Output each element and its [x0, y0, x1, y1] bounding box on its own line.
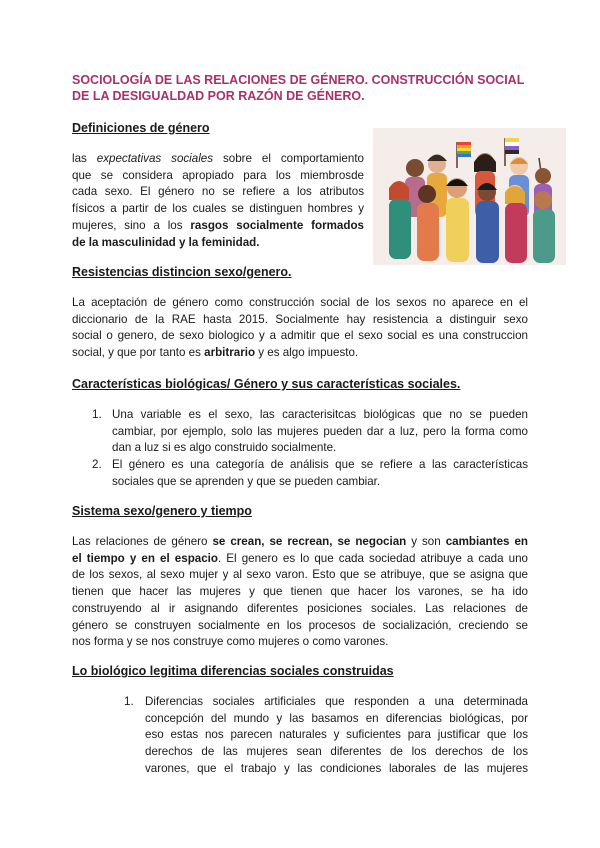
- list-number: 2.: [92, 458, 102, 471]
- list-item: [92, 407, 528, 457]
- text-line: cada sexo. El género no se refiere a los atributos: [72, 185, 364, 199]
- heading-sistema: Sistema sexo/genero y tiempo: [72, 504, 252, 518]
- title-line: DE LA DESIGUALDAD POR RAZÓN DE GÉNERO.: [72, 89, 365, 103]
- document-title: [72, 72, 532, 104]
- text-line: varones, que el trabajo y las condiciones laborales de las mujeres: [145, 761, 528, 775]
- title-line: SOCIOLOGÍA DE LAS RELACIONES DE GÉNERO. CONSTRUCCIÓN SOCIAL: [72, 73, 525, 87]
- heading-biologico: Lo biológico legitima diferencias sociales construidas: [72, 664, 394, 678]
- text-line: construyendo al ir asignando diferentes posiciones sociales. Las relaciones de: [72, 601, 528, 615]
- text-line: tienen que hacer las mujeres y que tienen que hacer los varones, se ha ido: [72, 585, 528, 599]
- text-line: de la masculinidad y la feminidad.: [72, 235, 260, 249]
- text-line: Diferencias sociales artificiales que responden a una determinada: [145, 695, 528, 708]
- paragraph-definiciones: [72, 151, 364, 251]
- text-line: derechos de las mujeres sean diferentes de los derechos de los: [145, 745, 528, 759]
- text-line: social, y que por tanto es arbitrario y es algo impuesto.: [72, 346, 359, 360]
- people-group-icon: [373, 128, 566, 265]
- heading-definiciones: Definiciones de género: [72, 121, 210, 135]
- text-line: cambiar, por ejemplo, solo las mujeres pueden dar a luz, pero la forma como: [112, 424, 528, 438]
- text-line: las expectativas sociales sobre el comportamiento: [72, 152, 364, 165]
- list-item: [124, 694, 528, 778]
- text-line: El género es una categoría de análisis que se refiere a las características: [112, 458, 528, 471]
- paragraph-resistencias: [72, 295, 528, 362]
- text-line: nos forma y se nos construye como mujeres o como varones.: [72, 635, 389, 649]
- text-line: Las relaciones de género se crean, se recrean, se negocian y son cambiantes en: [72, 535, 529, 548]
- diverse-people-illustration: [373, 128, 566, 265]
- text-line: dan a luz si es algo construido socialmente.: [112, 441, 337, 455]
- text-line: mujeres, sino a los rasgos socialmente formados: [72, 218, 364, 232]
- text-line: de los sexos, al sexo mujer y al sexo varon. Esto que se atribuye, que se asigna que: [72, 568, 528, 582]
- text-line: diccionario de la RAE hasta 2015. Socialmente hay resistencia a distinguir sexo: [72, 312, 528, 326]
- text-line: concepción del mundo y las basamos en diferencias biológicas, por: [145, 711, 528, 725]
- text-line: sociales que se aprenden y que se pueden cambiar.: [112, 474, 381, 488]
- list-number: 1.: [92, 408, 102, 421]
- text-line: que se considera apropiado para los miembrosde: [72, 168, 364, 182]
- text-line: social o genero, de sexo biologico y a admitir que el sexo social es una construccion: [72, 329, 528, 343]
- heading-resistencias: Resistencias distincion sexo/genero.: [72, 265, 292, 279]
- paragraph-sistema: [72, 534, 528, 651]
- heading-caracteristicas: Características biológicas/ Género y sus características sociales.: [72, 377, 461, 391]
- text-line: eso estas nos parecen naturales y suficientes para justificar que los: [145, 728, 528, 742]
- text-line: La aceptación de género como construcción social de los sexos no aparece en el: [72, 296, 528, 309]
- list-number: 1.: [124, 695, 134, 708]
- text-line: género se construyen socialmente en los procesos de socialización, creciendo se: [72, 618, 528, 632]
- text-line: físicos a partir de los cuales se distinguen hombres y: [72, 202, 364, 216]
- list-item: [92, 457, 528, 491]
- text-line: Una variable es el sexo, las caracterisitcas biológicas que no se pueden: [112, 408, 528, 421]
- text-line: el tiempo y en el espacio. El genero es lo que cada sociedad atribuye a cada uno: [72, 551, 529, 565]
